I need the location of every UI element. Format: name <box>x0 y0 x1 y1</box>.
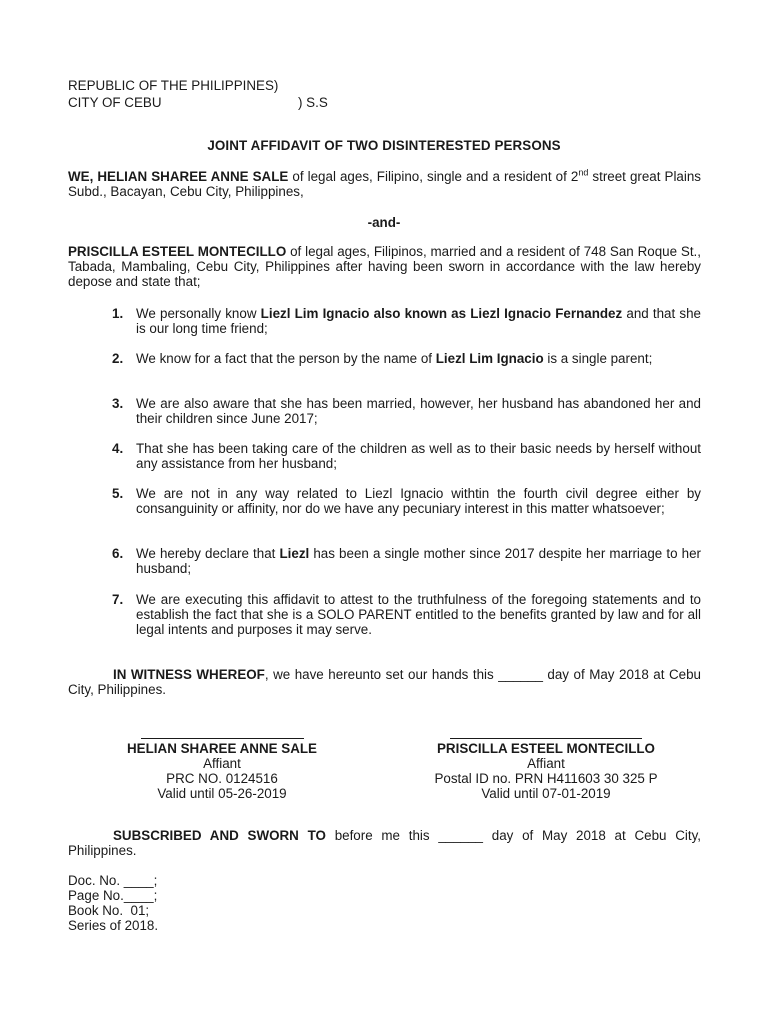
affiant-2-name: PRISCILLA ESTEEL MONTECILLO <box>68 244 287 259</box>
signatory-role: Affiant <box>527 756 565 771</box>
intro-2-text: of legal ages, Filipinos, married and a resident of 748 San Roque St., Tabada, Mambaling, Cebu City, Philippines after having been sworn in accordance with the law hereby depose and state that; <box>68 244 701 289</box>
jurat-text: before me this ______ day of May 2018 at Cebu City, Philippines. <box>68 828 701 858</box>
notarial-register <box>68 873 158 933</box>
item-text: We are also aware that she has been married, however, her husband has abandoned her and their children since June 2017; <box>136 396 701 426</box>
item-text-end: is a single parent; <box>543 351 653 366</box>
series-year: Series of 2018. <box>68 918 159 933</box>
intro-1-text-a: of legal ages, Filipino, single and a resident of 2 <box>288 169 579 184</box>
ordinal-suffix: nd <box>578 167 589 178</box>
signatory-name: HELIAN SHAREE ANNE SALE <box>127 741 317 756</box>
item-text-end: has been a single mother since 2017 despite her marriage to her husband; <box>136 546 701 576</box>
statement-item-3 <box>112 396 701 426</box>
intro-1-text-b: street great Plains Subd., Bacayan, Cebu City, Philippines, <box>68 169 702 199</box>
page-number: Page No.____; <box>68 888 158 903</box>
signatory-id: PRC NO. 0124516 <box>166 771 278 786</box>
signatory-block-1 <box>102 741 342 801</box>
item-number: 2. <box>112 351 124 366</box>
statement-item-7 <box>112 592 701 637</box>
jurat-clause <box>68 828 701 858</box>
caption-ss: ) S.S <box>298 95 328 110</box>
jurat-lead: SUBSCRIBED AND SWORN TO <box>113 828 326 843</box>
signature-line-affiant-2 <box>450 738 642 739</box>
item-number: 1. <box>112 306 124 321</box>
book-number: Book No. 01; <box>68 903 150 918</box>
item-number: 5. <box>112 486 124 501</box>
item-text: We personally know <box>136 306 261 321</box>
item-text-end: and that she is our long time friend; <box>136 306 701 336</box>
statement-item-6 <box>112 546 701 576</box>
statement-item-5 <box>112 486 701 516</box>
and-separator: -and- <box>367 215 401 230</box>
item-number: 7. <box>112 592 124 607</box>
statement-item-2 <box>112 351 701 366</box>
item-bold-text: Liezl Lim Ignacio also known as Liezl Ignacio Fernandez <box>260 306 623 321</box>
caption-republic: REPUBLIC OF THE PHILIPPINES) <box>68 78 279 93</box>
item-number: 4. <box>112 441 124 456</box>
statement-item-1 <box>112 306 701 336</box>
item-text: We know for a fact that the person by the name of <box>136 351 436 366</box>
item-text: We are not in any way related to Liezl Ignacio withtin the fourth civil degree either by consanguinity or affinity, nor do we have any pecuniary interest in this matter whatsoever; <box>136 486 701 516</box>
witness-text: , we have hereunto set our hands this ______ day of May 2018 at Cebu City, Philippines. <box>68 667 701 697</box>
item-number: 3. <box>112 396 124 411</box>
caption-city: CITY OF CEBU <box>68 95 162 110</box>
witness-lead: IN WITNESS WHEREOF <box>113 667 265 682</box>
item-bold-text: Liezl Lim Ignacio <box>435 351 544 366</box>
statement-item-4 <box>112 441 701 471</box>
witness-clause <box>68 667 701 697</box>
signature-line-affiant-1 <box>141 738 304 739</box>
item-number: 6. <box>112 546 124 561</box>
signatory-block-2 <box>406 741 686 801</box>
document-title: JOINT AFFIDAVIT OF TWO DISINTERESTED PERSONS <box>207 138 561 153</box>
affiant-1-name: WE, HELIAN SHAREE ANNE SALE <box>68 169 289 184</box>
intro-affiant-1 <box>68 169 701 199</box>
signatory-role: Affiant <box>203 756 241 771</box>
item-bold-text: Liezl <box>279 546 310 561</box>
item-text: We are executing this affidavit to attest to the truthfulness of the foregoing statements and to establish the fact that she is a SOLO PARENT entitled to the benefits granted by law and for all legal intents and purposes it may serve. <box>136 592 701 637</box>
signatory-id: Postal ID no. PRN H411603 30 325 P <box>434 771 658 786</box>
intro-affiant-2 <box>68 244 701 289</box>
doc-number: Doc. No. ____; <box>68 873 158 888</box>
signatory-valid: Valid until 07-01-2019 <box>481 786 611 801</box>
signatory-valid: Valid until 05-26-2019 <box>157 786 287 801</box>
item-text: We hereby declare that <box>136 546 280 561</box>
signatory-name: PRISCILLA ESTEEL MONTECILLO <box>437 741 655 756</box>
item-text: That she has been taking care of the children as well as to their basic needs by herself without any assistance from her husband; <box>136 441 701 471</box>
